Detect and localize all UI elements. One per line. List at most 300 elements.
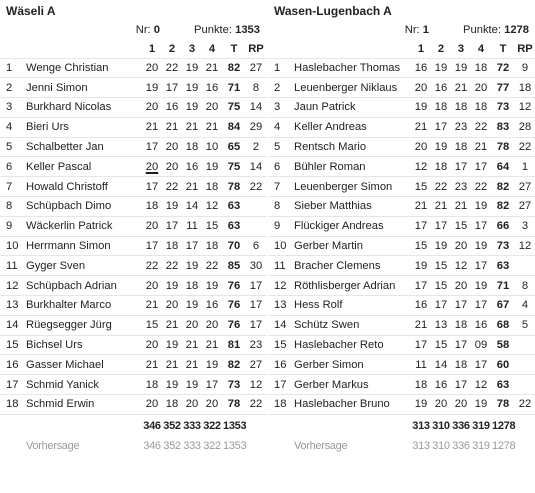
column-header: 3: [188, 42, 196, 55]
score-2: 17: [431, 296, 451, 316]
score-2: 19: [162, 276, 182, 296]
score-4: 18: [471, 98, 491, 118]
total-score: 71: [222, 78, 246, 98]
prediction-row: Vorhersage 313 310 336 319 1278: [294, 440, 516, 453]
score-3: 21: [451, 78, 471, 98]
rank-points: 6: [246, 236, 266, 256]
rank-points: 8: [246, 78, 266, 98]
table-row: [268, 216, 535, 236]
score-3: 19: [182, 296, 202, 316]
score-1: 19: [411, 98, 431, 118]
score-3: 17: [451, 157, 471, 177]
score-1: 20: [142, 216, 162, 236]
score-1: 20: [411, 78, 431, 98]
total-score: 66: [491, 216, 515, 236]
row-index: 16: [268, 355, 294, 375]
player-name: Bieri Urs: [26, 117, 142, 137]
score-1: 20: [411, 137, 431, 157]
score-1: 20: [142, 98, 162, 118]
total-score: 73: [222, 375, 246, 395]
row-index: 7: [268, 177, 294, 197]
score-4: 21: [202, 335, 222, 355]
score-1: 16: [411, 58, 431, 78]
total-score: 77: [491, 78, 515, 98]
total-score: 75: [222, 98, 246, 118]
score-4: 19: [471, 236, 491, 256]
row-index: 13: [0, 296, 26, 316]
row-index: 11: [268, 256, 294, 276]
score-3: 19: [182, 375, 202, 395]
total-score: 78: [222, 395, 246, 415]
score-3: 18: [451, 137, 471, 157]
column-header: RP: [248, 42, 264, 55]
score-4: 17: [202, 375, 222, 395]
score-2: 18: [162, 395, 182, 415]
row-index: 10: [268, 236, 294, 256]
score-3: 14: [182, 197, 202, 217]
total-score: 82: [491, 177, 515, 197]
score-2: 20: [162, 157, 182, 177]
total-score: 63: [222, 216, 246, 236]
total-score: 65: [222, 137, 246, 157]
score-3: 19: [182, 256, 202, 276]
table-row: [268, 256, 535, 276]
score-2: 17: [162, 78, 182, 98]
score-3: 17: [451, 335, 471, 355]
score-3: 21: [182, 355, 202, 375]
rank-points: 22: [515, 395, 535, 415]
total-score: 82: [222, 58, 246, 78]
player-name: Burkhalter Marco: [26, 296, 142, 316]
table-row: [268, 117, 535, 137]
score-4: 19: [471, 197, 491, 217]
score-2: 19: [431, 58, 451, 78]
rank-points: 5: [515, 315, 535, 335]
score-3: 20: [182, 395, 202, 415]
total-score: 67: [491, 296, 515, 316]
row-index: 8: [268, 197, 294, 217]
score-2: 20: [162, 296, 182, 316]
rank-points: 9: [515, 58, 535, 78]
score-1: 20: [142, 58, 162, 78]
score-2: 19: [162, 197, 182, 217]
player-name: Howald Christoff: [26, 177, 142, 197]
score-1: 21: [411, 315, 431, 335]
table-header: [0, 40, 266, 58]
table-row: [0, 78, 266, 98]
table-header: [268, 40, 535, 58]
total-score: 60: [491, 355, 515, 375]
player-name: Jaun Patrick: [294, 98, 411, 118]
score-4: 17: [471, 216, 491, 236]
table-row: [0, 395, 266, 415]
row-index: 14: [268, 315, 294, 335]
player-name: Flückiger Andreas: [294, 216, 411, 236]
score-3: 19: [182, 78, 202, 98]
total-score: 81: [222, 335, 246, 355]
player-name: Schalbetter Jan: [26, 137, 142, 157]
column-header: 2: [437, 42, 445, 55]
total-score: 76: [222, 315, 246, 335]
score-4: 22: [471, 177, 491, 197]
score-3: 23: [451, 177, 471, 197]
player-name: Jenni Simon: [26, 78, 142, 98]
total-score: 63: [491, 375, 515, 395]
table-row: [0, 375, 266, 395]
column-header: T: [230, 42, 238, 55]
score-1: 21: [411, 117, 431, 137]
score-3: 19: [451, 58, 471, 78]
score-2: 18: [431, 98, 451, 118]
player-name: Röthlisberger Adrian: [294, 276, 411, 296]
team-number: Nr: 0: [135, 24, 160, 36]
row-index: 15: [0, 335, 26, 355]
player-name: Gerber Markus: [294, 375, 411, 395]
row-index: 6: [0, 157, 26, 177]
score-4: 16: [202, 296, 222, 316]
column-header: 4: [477, 42, 485, 55]
player-name: Keller Pascal: [26, 157, 142, 177]
rank-points: [246, 197, 266, 217]
player-name: Gasser Michael: [26, 355, 142, 375]
row-index: 10: [0, 236, 26, 256]
score-1: 18: [142, 197, 162, 217]
rank-points: 18: [515, 78, 535, 98]
table-row: [268, 355, 535, 375]
score-1: 21: [411, 197, 431, 217]
table-row: [268, 335, 535, 355]
score-1: 16: [411, 296, 431, 316]
score-3: 20: [451, 236, 471, 256]
rank-points: 8: [515, 276, 535, 296]
score-2: 15: [431, 335, 451, 355]
prediction-row: Vorhersage 346 352 333 322 1353: [26, 440, 247, 453]
table-row: [268, 197, 535, 217]
rank-points: 23: [246, 335, 266, 355]
score-4: 22: [471, 117, 491, 137]
table-row: [0, 315, 266, 335]
rank-points: 27: [246, 355, 266, 375]
total-score: 76: [222, 276, 246, 296]
column-header: 3: [457, 42, 465, 55]
score-1: 17: [411, 216, 431, 236]
table-row: [268, 58, 535, 78]
score-2: 17: [431, 216, 451, 236]
table-row: [0, 137, 266, 157]
player-name: Haslebacher Bruno: [294, 395, 411, 415]
total-score: 85: [222, 256, 246, 276]
player-name: Wäckerlin Patrick: [26, 216, 142, 236]
score-2: 21: [162, 315, 182, 335]
table-row: [0, 335, 266, 355]
table-row: [0, 157, 266, 177]
score-1: 17: [142, 177, 162, 197]
player-name: Gyger Sven: [26, 256, 142, 276]
score-2: 22: [162, 256, 182, 276]
score-2: 16: [431, 78, 451, 98]
total-score: 64: [491, 157, 515, 177]
row-index: 8: [0, 197, 26, 217]
score-1: 20: [142, 157, 162, 177]
total-score: 72: [491, 58, 515, 78]
column-header: 1: [148, 42, 156, 55]
rank-points: 22: [515, 137, 535, 157]
score-3: 18: [182, 137, 202, 157]
score-2: 21: [431, 197, 451, 217]
score-1: 15: [142, 315, 162, 335]
score-1: 22: [142, 256, 162, 276]
table-row: [268, 296, 535, 316]
table-row: [0, 296, 266, 316]
score-3: 17: [451, 375, 471, 395]
score-1: 21: [142, 296, 162, 316]
table-row: [0, 197, 266, 217]
rank-points: [515, 355, 535, 375]
rank-points: 27: [515, 197, 535, 217]
row-index: 1: [0, 58, 26, 78]
row-index: 13: [268, 296, 294, 316]
score-4: 16: [471, 315, 491, 335]
table-row: [268, 276, 535, 296]
score-4: 12: [471, 375, 491, 395]
score-2: 16: [162, 98, 182, 118]
player-name: Bracher Clemens: [294, 256, 411, 276]
score-1: 19: [142, 78, 162, 98]
score-4: 19: [202, 157, 222, 177]
total-score: 78: [491, 137, 515, 157]
score-4: 21: [471, 137, 491, 157]
score-4: 16: [202, 78, 222, 98]
score-4: 17: [471, 157, 491, 177]
player-name: Leuenberger Simon: [294, 177, 411, 197]
score-2: 15: [431, 276, 451, 296]
score-1: 19: [411, 256, 431, 276]
player-name: Keller Andreas: [294, 117, 411, 137]
score-1: 19: [411, 395, 431, 415]
row-index: 14: [0, 315, 26, 335]
player-name: Bühler Roman: [294, 157, 411, 177]
player-name: Leuenberger Niklaus: [294, 78, 411, 98]
row-index: 7: [0, 177, 26, 197]
column-header: 2: [168, 42, 176, 55]
table-row: [268, 375, 535, 395]
score-4: 19: [471, 395, 491, 415]
sum-row: 346 352 333 322 1353: [0, 414, 266, 436]
score-4: 22: [202, 256, 222, 276]
score-3: 19: [182, 98, 202, 118]
rank-points: 17: [246, 276, 266, 296]
table-row: [268, 177, 535, 197]
row-index: 3: [268, 98, 294, 118]
score-2: 22: [431, 177, 451, 197]
row-index: 1: [268, 58, 294, 78]
row-index: 2: [0, 78, 26, 98]
table-row: [0, 216, 266, 236]
score-4: 20: [202, 315, 222, 335]
total-score: 75: [222, 157, 246, 177]
table-row: [268, 395, 535, 415]
score-3: 21: [182, 117, 202, 137]
row-index: 9: [268, 216, 294, 236]
score-3: 17: [451, 296, 471, 316]
total-score: 68: [491, 315, 515, 335]
row-index: 9: [0, 216, 26, 236]
player-name: Schmid Yanick: [26, 375, 142, 395]
total-score: 78: [222, 177, 246, 197]
rank-points: 29: [246, 117, 266, 137]
score-2: 18: [162, 236, 182, 256]
score-4: 21: [202, 117, 222, 137]
table-row: [0, 236, 266, 256]
total-score: 76: [222, 296, 246, 316]
rank-points: 27: [515, 177, 535, 197]
rank-points: 22: [246, 177, 266, 197]
score-3: 18: [451, 98, 471, 118]
table-row: [268, 315, 535, 335]
score-3: 19: [182, 58, 202, 78]
score-2: 16: [431, 375, 451, 395]
score-3: 20: [451, 395, 471, 415]
total-score: 73: [491, 98, 515, 118]
score-3: 15: [451, 216, 471, 236]
row-index: 5: [0, 137, 26, 157]
score-3: 18: [451, 315, 471, 335]
row-index: 5: [268, 137, 294, 157]
row-index: 3: [0, 98, 26, 118]
rank-points: 2: [246, 137, 266, 157]
score-2: 18: [431, 157, 451, 177]
player-name: Hess Rolf: [294, 296, 411, 316]
table-row: [0, 177, 266, 197]
score-4: 18: [202, 177, 222, 197]
score-3: 21: [451, 197, 471, 217]
row-index: 17: [268, 375, 294, 395]
rank-points: [515, 256, 535, 276]
row-index: 2: [268, 78, 294, 98]
player-name: Bichsel Urs: [26, 335, 142, 355]
total-score: 82: [491, 197, 515, 217]
score-4: 17: [471, 355, 491, 375]
score-4: 10: [202, 137, 222, 157]
score-3: 18: [451, 355, 471, 375]
score-2: 19: [162, 375, 182, 395]
rank-points: 14: [246, 157, 266, 177]
total-score: 63: [491, 256, 515, 276]
score-2: 14: [431, 355, 451, 375]
total-score: 83: [491, 117, 515, 137]
results-table: [0, 40, 266, 456]
score-1: 21: [142, 117, 162, 137]
table-row: [0, 355, 266, 375]
score-4: 18: [471, 58, 491, 78]
rank-points: 12: [515, 98, 535, 118]
row-index: 18: [268, 395, 294, 415]
score-4: 09: [471, 335, 491, 355]
row-index: 16: [0, 355, 26, 375]
row-index: 18: [0, 395, 26, 415]
score-2: 15: [431, 256, 451, 276]
row-index: 17: [0, 375, 26, 395]
score-1: 15: [411, 177, 431, 197]
score-4: 19: [202, 276, 222, 296]
player-name: Schüpbach Dimo: [26, 197, 142, 217]
rank-points: 12: [246, 375, 266, 395]
score-1: 17: [142, 236, 162, 256]
player-name: Schüpbach Adrian: [26, 276, 142, 296]
rank-points: 22: [246, 395, 266, 415]
total-score: 84: [222, 117, 246, 137]
score-1: 12: [411, 157, 431, 177]
player-name: Schütz Swen: [294, 315, 411, 335]
player-name: Rüegsegger Jürg: [26, 315, 142, 335]
table-row: [268, 98, 535, 118]
score-4: 20: [202, 395, 222, 415]
team-name: Wäseli A: [6, 4, 56, 18]
player-name: Schmid Erwin: [26, 395, 142, 415]
team-panel-left: [0, 0, 266, 456]
score-2: 22: [162, 177, 182, 197]
score-2: 21: [162, 117, 182, 137]
score-3: 23: [451, 117, 471, 137]
score-2: 17: [431, 117, 451, 137]
total-score: 78: [491, 395, 515, 415]
score-3: 16: [182, 157, 202, 177]
score-4: 12: [202, 197, 222, 217]
score-1: 18: [411, 375, 431, 395]
rank-points: 17: [246, 296, 266, 316]
row-index: 11: [0, 256, 26, 276]
total-score: 58: [491, 335, 515, 355]
total-score: 82: [222, 355, 246, 375]
table-row: [0, 98, 266, 118]
row-index: 4: [0, 117, 26, 137]
rank-points: 17: [246, 315, 266, 335]
score-2: 20: [162, 137, 182, 157]
score-4: 15: [202, 216, 222, 236]
team-meta: [268, 20, 535, 40]
player-name: Gerber Martin: [294, 236, 411, 256]
score-4: 19: [471, 276, 491, 296]
team-panel-right: [268, 0, 535, 456]
rank-points: 4: [515, 296, 535, 316]
score-2: 17: [162, 216, 182, 236]
score-1: 17: [142, 137, 162, 157]
score-4: 20: [471, 78, 491, 98]
player-name: Haslebacher Thomas: [294, 58, 411, 78]
player-name: Sieber Matthias: [294, 197, 411, 217]
team-points: Punkte: 1353: [194, 24, 260, 36]
rank-points: 28: [515, 117, 535, 137]
score-4: 18: [202, 236, 222, 256]
table-row: [0, 276, 266, 296]
total-score: 63: [222, 197, 246, 217]
score-3: 12: [451, 256, 471, 276]
score-2: 19: [162, 335, 182, 355]
score-1: 15: [411, 236, 431, 256]
score-4: 17: [471, 296, 491, 316]
rank-points: 1: [515, 157, 535, 177]
team-number: Nr: 1: [404, 24, 429, 36]
score-2: 22: [162, 58, 182, 78]
total-score: 71: [491, 276, 515, 296]
score-2: 19: [431, 236, 451, 256]
score-2: 19: [431, 137, 451, 157]
rank-points: 30: [246, 256, 266, 276]
score-3: 21: [182, 177, 202, 197]
score-3: 20: [451, 276, 471, 296]
total-score: 70: [222, 236, 246, 256]
rank-points: 3: [515, 216, 535, 236]
